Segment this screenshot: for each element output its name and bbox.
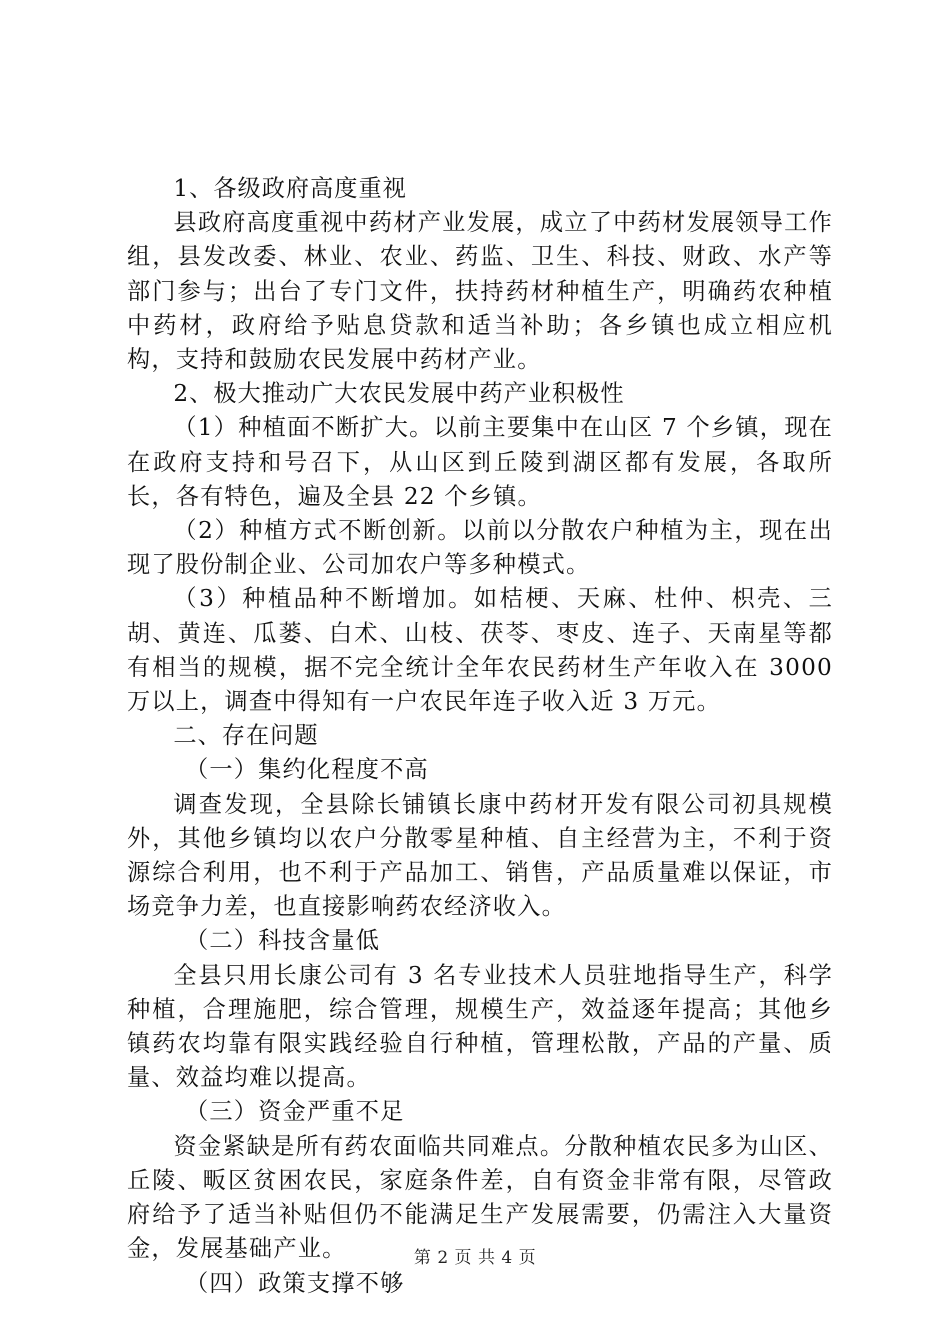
paragraph-planting-area: （1）种植面不断扩大。以前主要集中在山区 7 个乡镇，现在在政府支持和号召下，从山区到丘陵到湖区都有发展，各取所长，各有特色，遍及全县 22 个乡镇。 (127, 414, 833, 510)
paragraph-government-support: 县政府高度重视中药材产业发展，成立了中药材发展领导工作组，县发改委、林业、农业、药监、卫生、科技、财政、水产等部门参与；出台了专门文件，扶持药材种植生产，明确药农种植中药材，政府给予贴息贷款和适当补助；各乡镇也成立相应机构，支持和鼓励农民发展中药材产业。 (127, 209, 833, 374)
section-heading-2: 2、极大推动广大农民发展中药产业积极性 (173, 380, 625, 408)
subheading-intensification: （一）集约化程度不高 (185, 756, 429, 784)
paragraph-planting-methods: （2）种植方式不断创新。以前以分散农户种植为主，现在出现了股份制企业、公司加农户等多种模式。 (127, 517, 833, 579)
document-body (127, 172, 833, 1301)
page-number-footer: 第 2 页 共 4 页 (413, 1248, 537, 1268)
paragraph-technology: 全县只用长康公司有 3 名专业技术人员驻地指导生产，科学种植，合理施肥，综合管理，规模生产，效益逐年提高；其他乡镇药农均靠有限实践经验自行种植，管理松散，产品的产量、质量、效益均难以提高。 (127, 961, 833, 1092)
subheading-technology: （二）科技含量低 (185, 927, 381, 955)
subheading-policy: （四）政策支撑不够 (185, 1269, 405, 1297)
paragraph-funding: 资金紧缺是所有药农面临共同难点。分散种植农民多为山区、丘陵、畈区贫困农民，家庭条件差，自有资金非常有限，尽管政府给予了适当补贴但仍不能满足生产发展需要，仍需注入大量资金，发展基础产业。 (127, 1132, 833, 1263)
section-heading-problems: 二、存在问题 (173, 722, 319, 750)
section-heading-1: 1、各级政府高度重视 (173, 175, 407, 202)
paragraph-planting-varieties: （3）种植品种不断增加。如桔梗、天麻、杜仲、枳壳、三胡、黄连、瓜蒌、白术、山枝、茯苓、枣皮、连子、天南星等都有相当的规模，据不完全统计全年农民药材生产年收入在 3000 万以上，调查中得知有一户农民年连子收入近 3 万元。 (127, 585, 833, 716)
subheading-funding: （三）资金严重不足 (185, 1098, 405, 1126)
paragraph-intensification: 调查发现，全县除长铺镇长康中药材开发有限公司初具规模外，其他乡镇均以农户分散零星种植、自主经营为主，不利于资源综合利用，也不利于产品加工、销售，产品质量难以保证，市场竞争力差，也直接影响药农经济收入。 (127, 790, 833, 921)
